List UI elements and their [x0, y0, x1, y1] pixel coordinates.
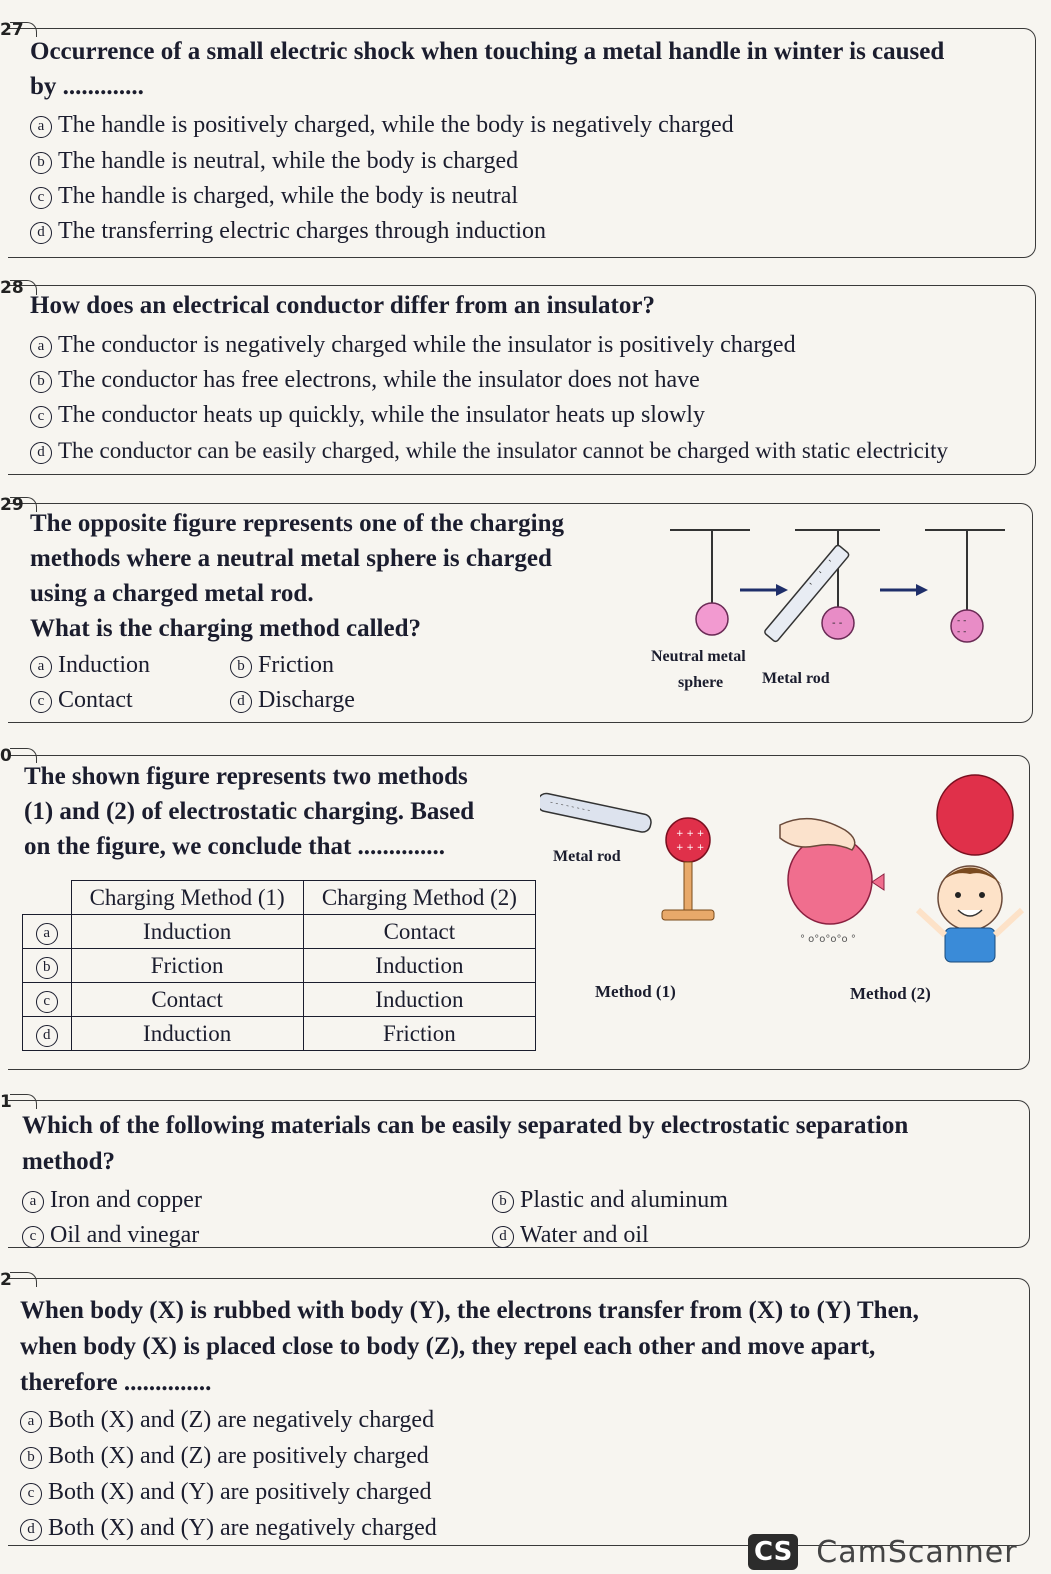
table-header: Charging Method (2)	[303, 881, 535, 915]
option-c[interactable]	[30, 400, 705, 430]
question-stem: Which of the following materials can be easily separated by electrostatic separation	[22, 1112, 909, 1139]
svg-text:- - - - - - - -: - - - - - - - -	[549, 797, 592, 815]
option-letter: c	[30, 406, 52, 428]
option-d[interactable]	[30, 216, 546, 246]
option-b[interactable]	[30, 365, 700, 395]
table-cell: Induction	[303, 949, 535, 983]
hand	[780, 819, 855, 850]
option-d[interactable]	[20, 1513, 437, 1543]
option-letter: b	[230, 656, 252, 678]
option-c[interactable]	[30, 181, 518, 211]
option-letter: a	[22, 1191, 44, 1213]
metal-rod-label: Metal rod	[553, 848, 621, 865]
option-a[interactable]	[30, 330, 796, 360]
table-row[interactable]	[23, 915, 536, 949]
charging-methods-table	[22, 880, 536, 1051]
metal-rod-label: Metal rod	[762, 670, 830, 687]
table-header-row	[23, 881, 536, 915]
svg-text:-: -	[805, 579, 815, 589]
metal-rod	[540, 792, 652, 834]
table-cell: Contact	[303, 915, 535, 949]
row-letter	[23, 983, 72, 1017]
balloon	[788, 836, 872, 924]
option-letter: b	[36, 957, 58, 979]
option-letter: b	[20, 1447, 42, 1469]
svg-text:-: -	[825, 556, 835, 566]
option-letter: d	[30, 442, 52, 464]
option-letter: c	[30, 187, 52, 209]
option-letter: a	[30, 116, 52, 138]
question-stem: by .............	[30, 73, 144, 100]
table-row[interactable]	[23, 983, 536, 1017]
option-b[interactable]	[30, 146, 518, 176]
option-letter: c	[30, 691, 52, 713]
option-text: The conductor has free electrons, while the insulator does not have	[58, 367, 700, 393]
option-b[interactable]	[230, 650, 334, 680]
table-row[interactable]	[23, 1017, 536, 1051]
option-a[interactable]	[30, 650, 150, 680]
option-text: Both (X) and (Z) are positively charged	[48, 1443, 429, 1469]
option-letter: b	[30, 152, 52, 174]
question-number: 2	[0, 1270, 12, 1290]
option-b[interactable]	[20, 1441, 429, 1471]
charging-methods-figure	[540, 770, 1030, 980]
option-text: Friction	[258, 652, 334, 678]
option-d[interactable]	[492, 1220, 649, 1250]
question-stem: How does an electrical conductor differ from an insulator?	[30, 292, 655, 319]
svg-text:- -: - -	[957, 616, 967, 626]
option-a[interactable]	[30, 110, 734, 140]
option-text: Induction	[58, 652, 150, 678]
svg-text:-: -	[815, 567, 825, 578]
table-cell: Friction	[71, 949, 303, 983]
option-text: Both (X) and (Y) are negatively charged	[48, 1515, 437, 1541]
option-text: Water and oil	[520, 1222, 649, 1248]
option-letter: c	[20, 1483, 42, 1505]
option-a[interactable]	[22, 1185, 202, 1215]
option-letter: b	[492, 1191, 514, 1213]
head-balloon	[937, 775, 1013, 855]
option-text: Iron and copper	[50, 1187, 202, 1213]
question-stem: Occurrence of a small electric shock when touching a metal handle in winter is caused	[30, 38, 945, 65]
row-letter	[23, 949, 72, 983]
question-stem: The opposite figure represents one of the charging	[30, 510, 565, 537]
option-letter: d	[492, 1226, 514, 1248]
option-text: The conductor heats up quickly, while the insulator heats up slowly	[58, 402, 705, 428]
option-text: The conductor can be easily charged, while the insulator cannot be charged with static electricity	[58, 438, 949, 463]
question-number: 1	[0, 1092, 12, 1112]
question-stem: using a charged metal rod.	[30, 580, 314, 607]
option-a[interactable]	[20, 1405, 434, 1435]
question-number: 28	[0, 278, 24, 298]
option-letter: d	[230, 691, 252, 713]
svg-text:+ + +: + + +	[676, 829, 705, 839]
option-text: The handle is neutral, while the body is charged	[58, 148, 519, 174]
question-stem: when body (X) is placed close to body (Z), they repel each other and move apart,	[20, 1333, 876, 1360]
question-stem: (1) and (2) of electrostatic charging. Based	[24, 798, 475, 825]
neutral-sphere	[696, 603, 728, 635]
option-c[interactable]	[22, 1220, 199, 1250]
svg-text:- -: - -	[832, 618, 843, 629]
option-d[interactable]	[230, 685, 355, 715]
question-stem: When body (X) is rubbed with body (Y), the electrons transfer from (X) to (Y) Then,	[20, 1297, 919, 1324]
option-letter: a	[30, 656, 52, 678]
table-cell: Induction	[71, 1017, 303, 1051]
camscanner-text: CamScanner	[816, 1534, 1018, 1570]
question-stem: The shown figure represents two methods	[24, 763, 468, 790]
option-letter: b	[30, 371, 52, 393]
svg-text:° o°o°o°o °: ° o°o°o°o °	[800, 934, 856, 945]
camscanner-watermark	[748, 1534, 1018, 1570]
option-text: The conductor is negatively charged while the insulator is positively charged	[58, 332, 796, 358]
table-cell: Contact	[71, 983, 303, 1017]
camscanner-logo-icon: CS	[748, 1534, 798, 1570]
option-text: The handle is charged, while the body is neutral	[58, 183, 519, 209]
table-row[interactable]	[23, 949, 536, 983]
table-cell: Induction	[71, 915, 303, 949]
option-text: Both (X) and (Y) are positively charged	[48, 1479, 432, 1505]
question-stem: on the figure, we conclude that ..............	[24, 833, 446, 860]
option-d[interactable]	[30, 436, 948, 466]
option-text: The handle is positively charged, while the body is negatively charged	[58, 112, 734, 138]
question-stem: What is the charging method called?	[30, 615, 421, 642]
table-header: Charging Method (1)	[71, 881, 303, 915]
option-b[interactable]	[492, 1185, 728, 1215]
option-letter: d	[30, 222, 52, 244]
question-stem: therefore ..............	[20, 1369, 212, 1396]
boy-face	[938, 866, 1002, 930]
row-letter	[23, 915, 72, 949]
row-letter	[23, 1017, 72, 1051]
neutral-sphere-label: Neutral metal	[651, 648, 746, 665]
neutral-sphere-label: sphere	[678, 674, 724, 691]
svg-text:+ + +: + + +	[676, 843, 705, 853]
charged-ball	[666, 818, 710, 862]
option-text: Plastic and aluminum	[520, 1187, 728, 1213]
option-text: Discharge	[258, 687, 355, 713]
option-c[interactable]	[30, 685, 133, 715]
option-letter: c	[36, 991, 58, 1013]
option-letter: a	[36, 923, 58, 945]
option-text: Contact	[58, 687, 133, 713]
method-1-label: Method (1)	[595, 982, 676, 1001]
method-2-label: Method (2)	[850, 984, 931, 1003]
charged-sphere	[951, 610, 983, 642]
question-stem: methods where a neutral metal sphere is charged	[30, 545, 552, 572]
question-number: 27	[0, 20, 24, 40]
svg-text:- -: - -	[957, 627, 967, 637]
option-text: The transferring electric charges through induction	[58, 218, 547, 244]
option-letter: d	[36, 1025, 58, 1047]
table-cell: Friction	[303, 1017, 535, 1051]
question-number: 0	[0, 746, 12, 766]
option-text: Both (X) and (Z) are negatively charged	[48, 1407, 435, 1433]
option-letter: a	[20, 1411, 42, 1433]
option-c[interactable]	[20, 1477, 431, 1507]
table-corner	[23, 881, 72, 915]
option-letter: a	[30, 336, 52, 358]
option-letter: d	[20, 1519, 42, 1541]
option-letter: c	[22, 1226, 44, 1248]
question-number: 29	[0, 495, 24, 515]
table-cell: Induction	[303, 983, 535, 1017]
question-stem: method?	[22, 1148, 116, 1175]
option-text: Oil and vinegar	[50, 1222, 200, 1248]
